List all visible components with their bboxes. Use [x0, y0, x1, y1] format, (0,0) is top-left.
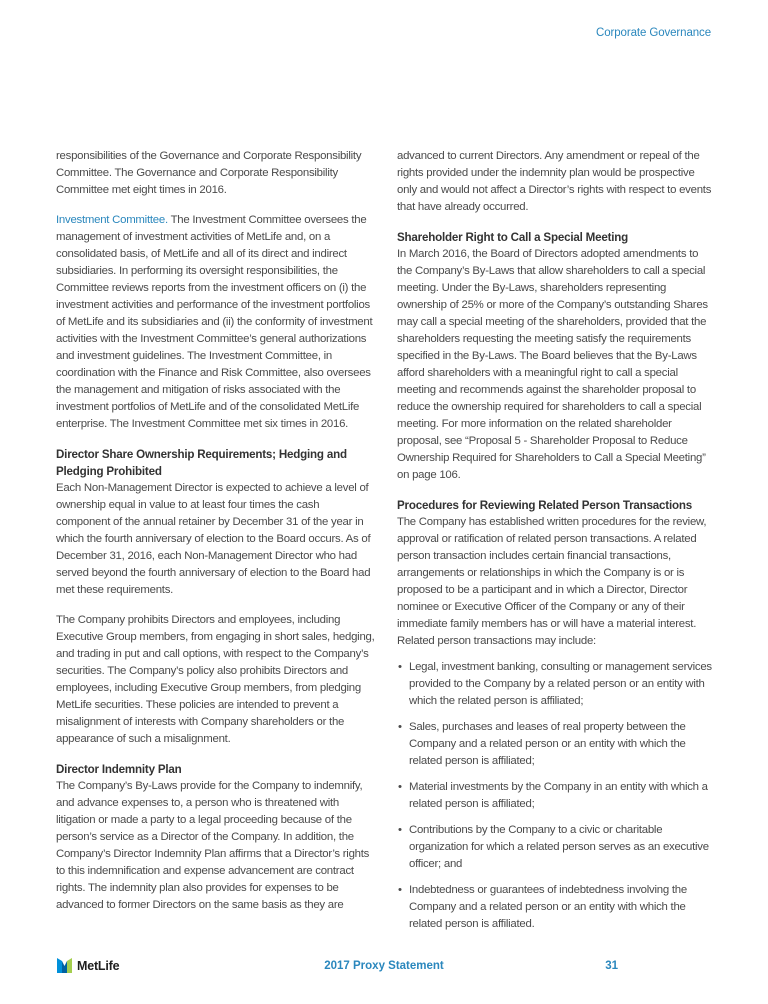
section-header: Corporate Governance — [596, 27, 711, 39]
investment-committee-paragraph — [56, 212, 376, 433]
bullet-icon: • — [398, 884, 402, 896]
governance-committee-paragraph: responsibilities of the Governance and Corporate Responsibility Committee. The Governance and Corporate Responsibility Committee met eight times in 2016. — [56, 150, 362, 196]
page-number: 31 — [605, 960, 618, 972]
list-item — [397, 822, 715, 873]
indemnity-paragraph: The Company’s By-Laws provide for the Company to indemnify, and advance expenses to, a person who is threatened with litigation or made a party to a legal proceeding because of the person’s service as a Director of the Company. In addition, the Company’s Director Indemnity Plan affirms that a Director’s rights to this indemnification and expense advancement are contract rights. The indemnity plan also provides for expenses to be advanced to former Directors on the same basis as they are — [56, 780, 370, 911]
special-meeting-heading: Shareholder Right to Call a Special Meeting — [397, 231, 629, 244]
share-ownership-heading: Director Share Ownership Requirements; Hedging and Pledging Prohibited — [56, 448, 347, 478]
list-item — [397, 882, 715, 933]
indemnity-continued-paragraph: advanced to current Directors. Any amendment or repeal of the rights provided under the indemnity plan would be prospective only and would not affect a Director’s rights with respect to events that have already occurred. — [397, 150, 712, 213]
right-column — [397, 148, 715, 942]
list-item — [397, 659, 715, 710]
related-person-paragraph: The Company has established written procedures for the review, approval or ratification of related person transactions. A related person transaction includes certain financial transactions, arrangements or relationships in which the Company is or is proposed to be a participant and in which a Director, Director nominee or Executive Officer of the Company or any of their immediate family members has or will have a material interest. Related person transactions may include: — [397, 516, 707, 647]
list-item-text: Legal, investment banking, consulting or management services provided to the Company by a related person or an entity with which the related person is affiliated; — [409, 661, 712, 707]
investment-committee-term: Investment Committee. — [56, 214, 168, 226]
hedging-pledging-paragraph: The Company prohibits Directors and employees, including Executive Group members, from engaging in short sales, hedging, and trading in put and call options, with respect to the Company’s securities. The Company’s policy also prohibits Directors and employees, including Executive Group members, from pledging MetLife securities. These policies are intended to prevent a misalignment of interests with Company shareholders or the appearance of such a misalignment. — [56, 614, 375, 745]
list-item-text: Sales, purchases and leases of real property between the Company and a related person or an entity with which the related person is affiliated; — [409, 721, 686, 767]
list-item-text: Material investments by the Company in an entity with which a related person is affiliated; — [409, 781, 708, 810]
list-item — [397, 779, 715, 813]
left-column — [56, 148, 376, 927]
indemnity-heading: Director Indemnity Plan — [56, 763, 182, 776]
related-person-heading: Procedures for Reviewing Related Person Transactions — [397, 499, 692, 512]
investment-committee-text: The Investment Committee oversees the management of investment activities of MetLife and, on a consolidated basis, of MetLife and all of its direct and indirect subsidiaries. In performing its oversight responsibilities, the Committee reviews reports from the investment officers on (i) the investment activities and performance of the investment portfolios of MetLife and its subsidiaries and (ii) the conformity of investment activities with the Investment Committee’s general authorizations and investment guidelines. The Investment Committee, in coordination with the Finance and Risk Committee, also oversees the management and mitigation of risks associated with the investment portfolios of MetLife and of the consolidated MetLife enterprise. The Investment Committee met six times in 2016. — [56, 214, 373, 430]
related-person-list — [397, 659, 715, 933]
bullet-icon: • — [398, 661, 402, 673]
logo-text: MetLife — [77, 958, 120, 973]
list-item-text: Indebtedness or guarantees of indebtedness involving the Company and a related person or an entity with which the related person is affiliated. — [409, 884, 687, 930]
list-item-text: Contributions by the Company to a civic or charitable organization for which a related person serves as an executive officer; and — [409, 824, 709, 870]
list-item — [397, 719, 715, 770]
document-title: 2017 Proxy Statement — [324, 960, 444, 972]
bullet-icon: • — [398, 721, 402, 733]
special-meeting-paragraph: In March 2016, the Board of Directors adopted amendments to the Company’s By-Laws that allow shareholders to call a special meeting. Under the By-Laws, shareholders representing ownership of 25% or more of the Company’s outstanding Shares may call a special meeting of the shareholders, provided that the shareholders requesting the meeting satisfy the requirements specified in the By-Laws. The Board believes that the By-Laws afford shareholders with a meaningful right to call a special meeting and recommends against the shareholder proposal to reduce the ownership required for shareholders to call a special meeting. For more information on the related shareholder proposal, see “Proposal 5 - Shareholder Proposal to Reduce Ownership Required for Shareholders to Call a Special Meeting” on page 106. — [397, 248, 708, 481]
bullet-icon: • — [398, 781, 402, 793]
share-ownership-paragraph: Each Non-Management Director is expected to achieve a level of ownership equal in value to at least four times the cash component of the annual retainer by December 31 of the year in which the fourth anniversary of election to the Board occurs. As of December 31, 2016, each Non-Management Director who had served beyond the fourth anniversary of election to the Board had met these requirements. — [56, 482, 371, 596]
page-footer — [0, 958, 768, 978]
bullet-icon: • — [398, 824, 402, 836]
